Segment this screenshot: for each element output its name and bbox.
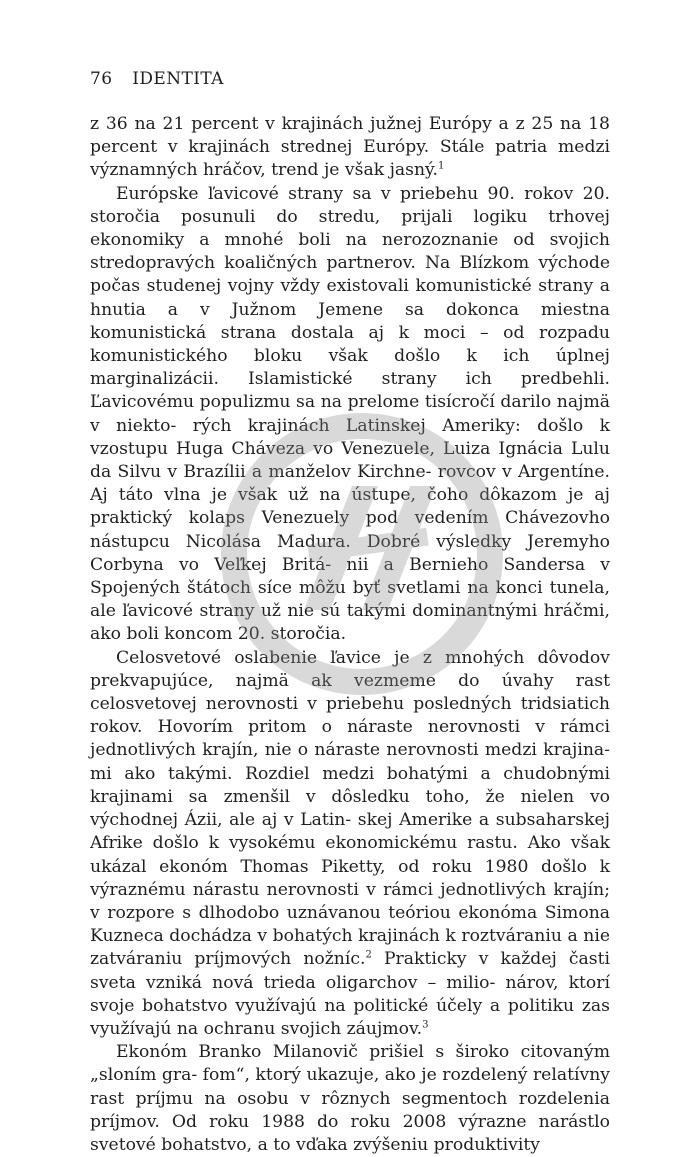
text-line: strany a hnutia a v Južnom Jemene sa dokonca miestna komunistická xyxy=(90,276,610,343)
footnote-marker[interactable]: 1 xyxy=(437,160,445,172)
text-line: v krajinách strednej Európy. Stále patria medzi významných hráčov, xyxy=(90,137,610,181)
text-line: s dlhodobo uznávanou teóriou ekonóma Simona Kuzneca dochádza xyxy=(90,902,611,947)
text-line: z 36 na 21 percent v krajinách južnej Európy a z 25 na 18 percent xyxy=(90,114,610,158)
text-line: fom“, ktorý ukazuje, ako je rozdelený relatívny rast príjmu na osobu xyxy=(90,1065,610,1109)
text-line: Nicolása Madura. Dobré výsledky Jeremyho Corbyna vo Veľkej Britá- xyxy=(90,531,610,575)
book-page xyxy=(90,0,611,1155)
text-line: je aj praktický kolaps Venezuely pod vedením Chávezovho nástupcu xyxy=(90,485,610,552)
running-header xyxy=(90,69,224,89)
text-line: Venezuele, Luiza Ignácia Lulu da Silvu v Brazílii a manželov Kirchne- xyxy=(90,438,610,483)
paragraph xyxy=(90,647,610,1041)
text-line: rastu. Ako však ukázal ekonóm Thomas Piketty, od roku 1980 došlo xyxy=(90,833,610,877)
text-line: výrazne narástlo svetové bohatstvo, a to vďaka zvýšeniu produktivity xyxy=(90,1111,610,1155)
text-line: v rôznych segmentoch rozdelenia príjmov. Od roku 1988 do roku 2008 xyxy=(90,1088,610,1132)
running-title: IDENTITA xyxy=(132,69,224,89)
text-line: v bohatých krajinách k roztváraniu a nie zatváraniu príjmových nožníc. xyxy=(90,926,611,970)
paragraph xyxy=(90,183,610,647)
text-line: rých krajinách Latinskej Ameriky: došlo k vzostupu Huga Cháveza vo xyxy=(90,415,610,459)
text-line: Celosvetové oslabenie ľavice je z mnohých dôvodov prekvapujúce, xyxy=(90,647,610,691)
text-line: strana dostala aj k moci – od rozpadu komunistického bloku však xyxy=(90,322,610,367)
text-line: trend je však jasný. xyxy=(271,160,438,181)
text-line: Prakticky v každej časti sveta vzniká nová trieda oligarchov – milio- xyxy=(90,949,610,993)
text-line: zas využívajú na ochranu svojich záujmov. xyxy=(90,995,610,1039)
text-line: k výraznému nárastu nerovnosti v rámci jednotlivých krajín; v rozpore xyxy=(90,856,610,923)
text-line: skej Amerike a subsaharskej Afrike došlo k vysokému ekonomickému xyxy=(90,810,610,854)
text-line: posledných tridsiatich rokov. Hovorím pritom o náraste nerovnosti xyxy=(90,694,611,738)
text-line: zmenšil v dôsledku toho, že nielen vo východnej Ázii, ale aj v Latin- xyxy=(90,786,610,831)
page-number: 76 xyxy=(90,69,113,89)
text-line: posunuli do stredu, prijali logiku trhovej ekonomiky a mnohé boli xyxy=(90,206,611,251)
text-line: rovcov v Argentíne. Aj táto vlna je však už na ústupe, čoho dôkazom xyxy=(90,462,610,506)
text-line: hráčmi, ako boli koncom 20. storočia. xyxy=(90,601,610,645)
text-line: najmä ak vezmeme do úvahy rast celosvetovej nerovnosti v priebehu xyxy=(90,670,610,715)
text-line: došlo k ich úplnej marginalizácii. Islamistické strany ich predbehli. xyxy=(90,346,610,390)
text-line: Ľavicovému populizmu sa na prelome tisícročí darilo najmä v niekto- xyxy=(90,392,610,436)
text-line: na nerozoznanie od svojich stredopravých koaličných partnerov. Na xyxy=(90,230,610,274)
text-line: v rámci jednotlivých krajín, nie o náraste nerovnosti medzi krajina- xyxy=(90,717,610,761)
text-line: Blízkom východe počas studenej vojny vždy existovali komunistické xyxy=(90,253,611,297)
footnote-marker[interactable]: 3 xyxy=(422,1019,429,1031)
text-line: Európske ľavicové strany sa v priebehu 90. rokov 20. storočia xyxy=(90,183,610,227)
text-line: nárov, ktorí svoje bohatstvo využívajú na politické účely a politiku xyxy=(90,972,610,1016)
text-line: mi ako takými. Rozdiel medzi bohatými a chudobnými krajinami sa xyxy=(90,763,610,807)
text-line: Ekonóm Branko Milanovič prišiel s široko citovaným „sloním gra- xyxy=(90,1042,610,1086)
body-text xyxy=(90,113,610,1157)
paragraph xyxy=(90,1041,610,1157)
text-line: na konci tunela, ale ľavicové strany už nie sú takými dominantnými xyxy=(90,578,610,622)
paragraph xyxy=(90,113,610,183)
text-line: nii a Bernieho Sandersa v Spojených štátoch síce môžu byť svetlami xyxy=(90,554,610,599)
footnote-marker[interactable]: 2 xyxy=(365,949,372,961)
